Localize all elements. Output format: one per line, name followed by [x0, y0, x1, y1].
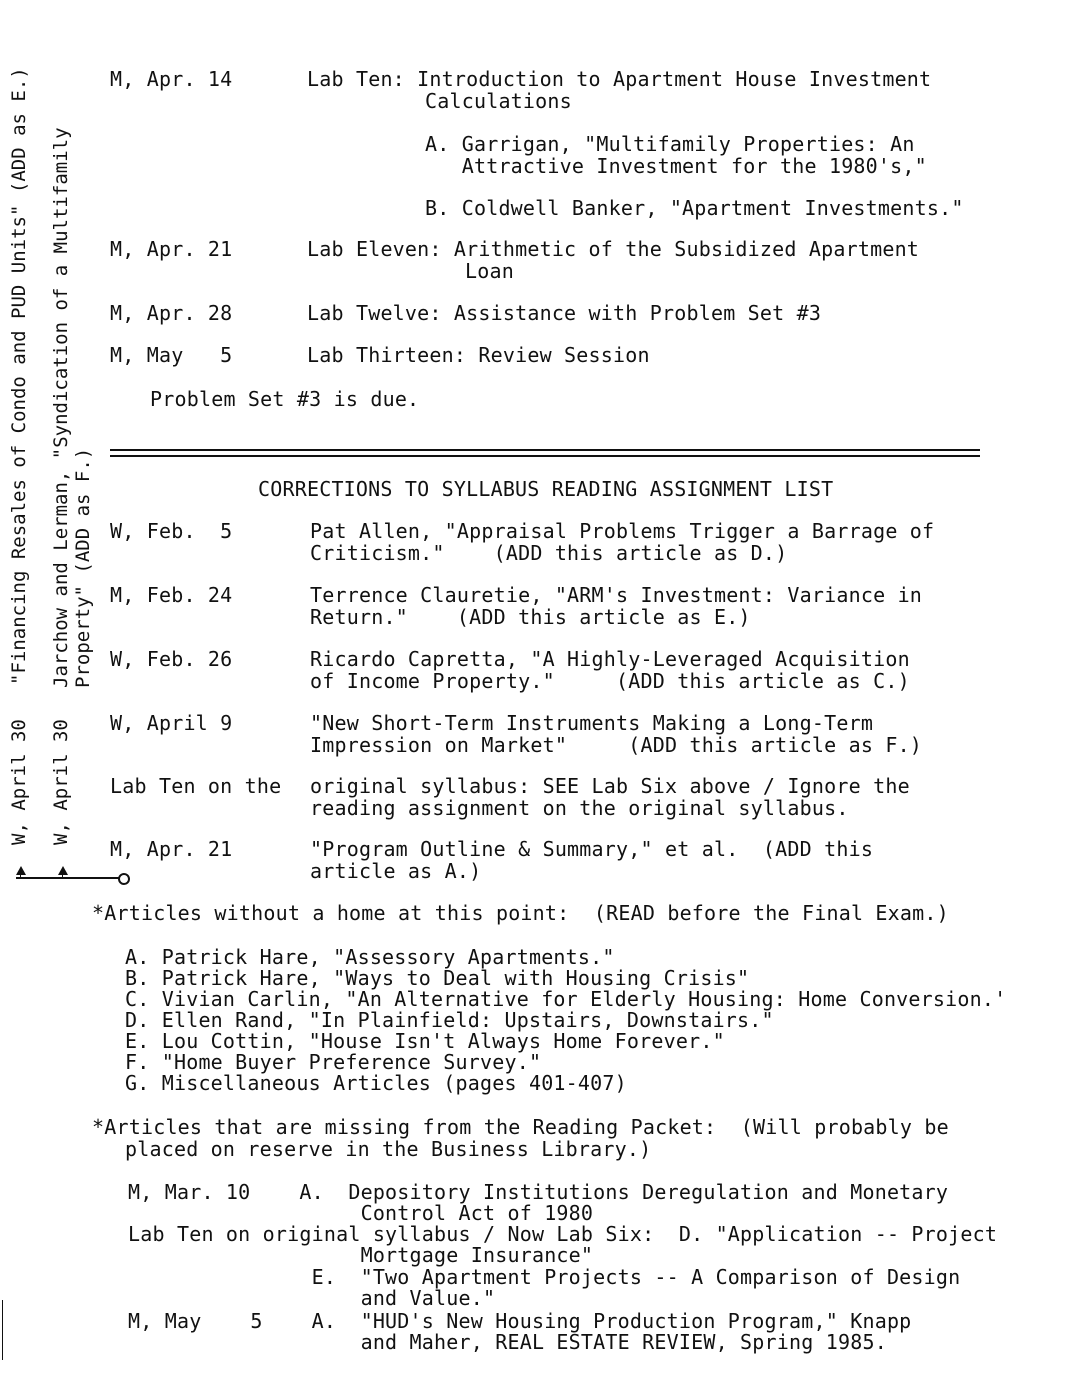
margin-note-2-line1: Jarchow and Lerman, "Syndication of a Multifamily: [50, 127, 72, 688]
missing-line: and Value.": [128, 1286, 496, 1310]
correction-line: Impression on Market" (ADD this article as F.): [310, 733, 923, 757]
reading-item: B. Coldwell Banker, "Apartment Investments.": [425, 196, 964, 220]
homeless-item: C. Vivian Carlin, "An Alternative for Elderly Housing: Home Conversion.': [125, 987, 1007, 1011]
schedule-date: M, Apr. 28: [110, 301, 233, 325]
correction-date: W, April 9: [110, 711, 233, 735]
correction-line: "Program Outline & Summary," et al. (ADD this: [310, 837, 874, 861]
correction-line: Ricardo Capretta, "A Highly-Leveraged Acquisition: [310, 647, 910, 671]
schedule-date: M, Apr. 21: [110, 237, 233, 261]
corrections-heading: CORRECTIONS TO SYLLABUS READING ASSIGNMENT LIST: [258, 477, 834, 501]
missing-line: Control Act of 1980: [128, 1201, 594, 1225]
schedule-title: Lab Ten: Introduction to Apartment House Investment: [307, 67, 932, 91]
schedule-date: M, May 5: [110, 343, 233, 367]
arrow-up-icon: [16, 866, 26, 875]
correction-date: Lab Ten on the: [110, 774, 282, 798]
correction-line: Pat Allen, "Appraisal Problems Trigger a Barrage of: [310, 519, 935, 543]
correction-line: Return." (ADD this article as E.): [310, 605, 751, 629]
correction-line: article as A.): [310, 859, 482, 883]
problem-set-note: Problem Set #3 is due.: [150, 387, 420, 411]
correction-date: M, Feb. 24: [110, 583, 233, 607]
homeless-item: B. Patrick Hare, "Ways to Deal with Housing Crisis": [125, 966, 750, 990]
divider-rule: [110, 455, 980, 457]
bracket-end-circle: [118, 873, 130, 885]
correction-date: W, Feb. 26: [110, 647, 233, 671]
homeless-item: E. Lou Cottin, "House Isn't Always Home Forever.": [125, 1029, 725, 1053]
schedule-date: M, Apr. 14: [110, 67, 233, 91]
correction-line: original syllabus: SEE Lab Six above / Ignore the: [310, 774, 910, 798]
correction-line: "New Short-Term Instruments Making a Long-Term: [310, 711, 874, 735]
arrow-shaft: [20, 872, 21, 878]
missing-heading: *Articles that are missing from the Reading Packet: (Will probably be: [92, 1115, 949, 1139]
homeless-item: F. "Home Buyer Preference Survey.": [125, 1050, 542, 1074]
homeless-heading: *Articles without a home at this point: (READ before the Final Exam.): [92, 901, 949, 925]
correction-line: Criticism." (ADD this article as D.): [310, 541, 788, 565]
schedule-title: Lab Thirteen: Review Session: [307, 343, 650, 367]
schedule-title-cont: Calculations: [425, 89, 572, 113]
reading-item-cont: Attractive Investment for the 1980's,": [425, 154, 927, 178]
homeless-item: A. Patrick Hare, "Assessory Apartments.": [125, 945, 615, 969]
margin-note-1: "Financing Resales of Condo and PUD Units" (ADD as E.): [8, 67, 30, 685]
schedule-title-cont: Loan: [465, 259, 514, 283]
margin-note-1-date: W, April 30: [8, 719, 30, 845]
missing-line: M, Mar. 10 A. Depository Institutions Deregulation and Monetary: [128, 1180, 949, 1204]
divider-rule: [110, 449, 980, 451]
schedule-title: Lab Twelve: Assistance with Problem Set #3: [307, 301, 822, 325]
arrow-shaft: [62, 872, 63, 878]
missing-line: E. "Two Apartment Projects -- A Comparison of Design: [128, 1265, 961, 1289]
missing-line: and Maher, REAL ESTATE REVIEW, Spring 1985.: [128, 1330, 887, 1354]
margin-bracket-line: [16, 877, 122, 879]
correction-line: reading assignment on the original syllabus.: [310, 796, 849, 820]
correction-line: Terrence Clauretie, "ARM's Investment: Variance in: [310, 583, 923, 607]
arrow-up-icon: [58, 866, 68, 875]
missing-line: Lab Ten on original syllabus / Now Lab Six: D. "Application -- Project: [128, 1222, 998, 1246]
missing-line: Mortgage Insurance": [128, 1243, 594, 1267]
left-edge-mark: [2, 1300, 3, 1360]
correction-line: of Income Property." (ADD this article as C.): [310, 669, 910, 693]
homeless-item: D. Ellen Rand, "In Plainfield: Upstairs, Downstairs.": [125, 1008, 774, 1032]
homeless-item: G. Miscellaneous Articles (pages 401-407): [125, 1071, 627, 1095]
margin-note-2-date: W, April 30: [50, 719, 72, 845]
correction-date: M, Apr. 21: [110, 837, 233, 861]
missing-heading-cont: placed on reserve in the Business Library.): [125, 1137, 652, 1161]
correction-date: W, Feb. 5: [110, 519, 233, 543]
missing-line: M, May 5 A. "HUD's New Housing Production Program," Knapp: [128, 1309, 912, 1333]
schedule-title: Lab Eleven: Arithmetic of the Subsidized Apartment: [307, 237, 920, 261]
margin-note-2-line2: Property" (ADD as F.): [72, 447, 94, 688]
reading-item: A. Garrigan, "Multifamily Properties: An: [425, 132, 915, 156]
